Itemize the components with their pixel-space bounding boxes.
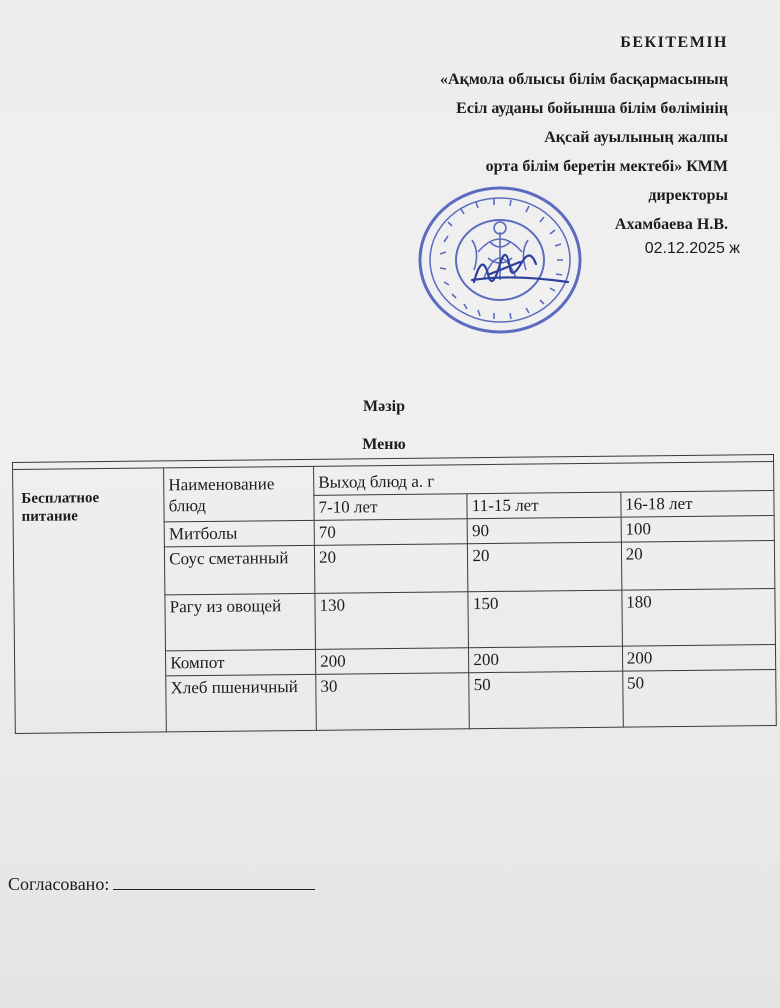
value-cell: 200 [469,646,623,673]
value-cell: 90 [467,517,621,544]
dish-name-cell: Соус сметанный [165,545,315,595]
dish-name-cell: Хлеб пшеничный [166,674,316,732]
dish-name-cell: Рагу из овощей [165,593,315,651]
approval-line-1: «Ақмола облысы білім басқармасының [440,71,728,88]
approval-date: 02.12.2025 ж [644,240,740,257]
approval-line-5: директоры [648,187,728,204]
value-cell: 200 [622,645,776,672]
value-cell: 100 [621,516,775,543]
side-header-cell: Бесплатное питание [13,468,167,734]
value-cell: 30 [316,673,470,731]
value-cell: 70 [314,519,468,546]
menu-title-kazakh: Мәзір [363,398,405,415]
approval-signer-name: Ахамбаева Н.В. [614,216,728,233]
round-seal-stamp-icon [414,182,590,336]
approval-line-2: Есіл ауданы бойынша білім бөлімінің [456,100,728,117]
value-cell: 20 [621,541,775,591]
dish-name-cell: Компот [166,649,316,676]
value-cell: 50 [622,670,776,728]
age-header-cell: 11-15 лет [467,492,621,519]
age-header-cell: 16-18 лет [621,491,775,518]
value-cell: 130 [315,592,469,650]
menu-title-russian: Меню [362,436,406,453]
value-cell: 150 [468,590,622,648]
value-cell: 200 [316,648,470,675]
value-cell: 180 [622,589,776,647]
agreed-label: Согласовано: [8,874,110,894]
value-cell: 50 [469,671,623,729]
agreed-line [8,874,315,895]
age-header-cell: 7-10 лет [314,494,468,521]
dish-name-cell: Митболы [164,520,314,547]
approval-heading: БЕКІТЕМІН [620,34,728,51]
name-header-cell: Наименование блюд [164,466,314,522]
handwritten-signature-icon [472,255,568,282]
value-cell: 20 [314,544,468,594]
output-header-cell: Выход блюд а. г [314,462,774,496]
signature-blank [113,875,315,890]
approval-line-4: орта білім беретін мектебі» КММ [485,158,728,175]
value-cell: 20 [468,542,622,592]
menu-table [12,454,777,734]
approval-line-3: Ақсай ауылының жалпы [544,129,728,146]
